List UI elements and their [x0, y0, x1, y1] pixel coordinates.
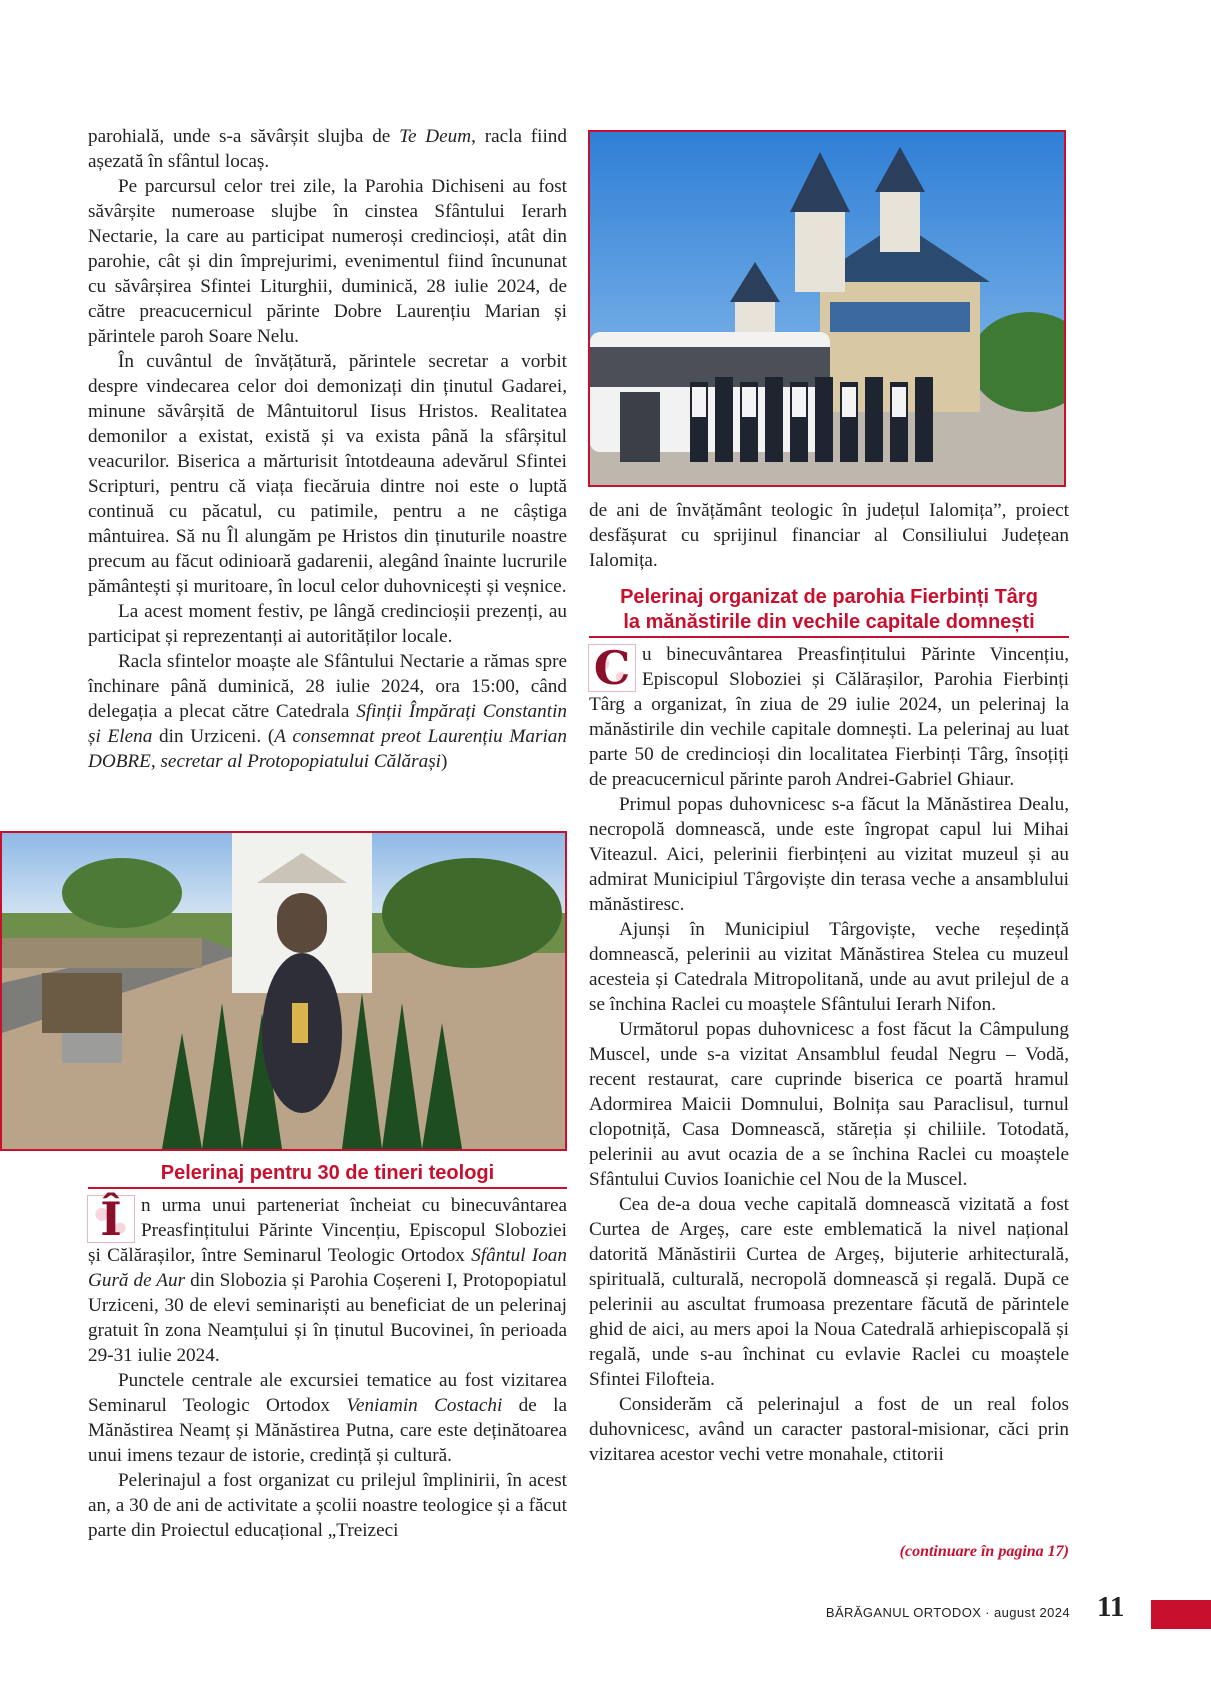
monastery-image — [590, 132, 1064, 485]
paragraph: Următorul popas duhovnicesc a fost făcut la Câmpulung Muscel, unde s-a vizitat Ansamblul feudal Negru – Vodă, recent restaurat, care cuprinde biserica ce poartă hramul Adormirea Maicii Domnului, Bolnița sau Paraclisul, turnul clopotniță, Casa Domnească, stăreția și chiliile. Totodată, pelerinii au avut ocazia de a se închina Raclei cu moaștele Sfântului Cuvios Ioanichie cel Nou de la Muscel. — [589, 1019, 1069, 1190]
heading-line: la mănăstirile din vechile capitale domnești — [623, 611, 1035, 633]
church-procession-photo — [0, 831, 567, 1151]
spacer — [589, 573, 1069, 585]
heading-underline — [589, 635, 1069, 638]
left-column — [88, 124, 567, 774]
paragraph: Racla sfintelor moaște ale Sfântului Nectarie a rămas spre închinare până duminică, 28 iulie 2024, ora 15:00, când delegația a plecat către Catedrala Sfinții Împărați Constantin și Elena din Urziceni. (A consemnat preot Laurențiu Marian DOBRE, secretar al Protopopiatului Călărași) — [88, 651, 567, 772]
paragraph: Î n urma unui parteneriat încheiat cu binecuvântarea Preasfințitului Părinte Vincențiu, Episcopul Sloboziei și Călărașilor, între Seminarul Teologic Ortodox Sfântul Ioan Gură de Aur din Slobozia și Parohia Coșereni I, Protopopiatul Urziceni, 30 de elevi seminariști au beneficiat de un pelerinaj gratuit în zona Neamțului și în ținutul Bucovinei, în perioada 29-31 iulie 2024. — [88, 1192, 567, 1366]
footer-publication: BĂRĂGANUL ORTODOX · august 2024 — [825, 1605, 1070, 1620]
paragraph: Considerăm că pelerinajul a fost de un real folos duhovnicesc, având un caracter pastoral-misionar, căci prin vizitarea acestor vechi vetre monahale, ctitorii — [589, 1394, 1069, 1465]
paragraph: C u binecuvântarea Preasfințitului Părinte Vincențiu, Episcopul Sloboziei și Călărașilor, Parohia Fierbinți Târg a organizat, în ziua de 29 iulie 2024, un pelerinaj la mănăstirile din vechile capitale domnești. La pelerinaj au luat parte 50 de credincioși din localitatea Fierbinți Târg, însoțiți de preacucernicul părinte paroh Andrei-Gabriel Ghiaur. — [589, 641, 1069, 790]
continued-note: (continuare în pagina 17) — [899, 1543, 1069, 1560]
page-number: 11 — [1097, 1591, 1125, 1623]
right-column — [589, 498, 1069, 1467]
monastery-group-photo — [588, 130, 1066, 487]
dropcap-initial: C — [588, 644, 636, 692]
paragraph: Primul popas duhovnicesc s-a făcut la Mănăstirea Dealu, necropolă domnească, unde este îngropat capul lui Mihai Viteazul. Aici, pelerinii fierbințeni au vizitat muzeul și au admirat Municipiul Târgoviște din terasa veche a ansamblului mănăstiresc. — [589, 794, 1069, 915]
article-heading — [589, 585, 1069, 635]
paragraph: La acest moment festiv, pe lângă credincioșii prezenți, au participat și reprezentanți ai autorităților locale. — [88, 601, 567, 647]
paragraph: Ajunși în Municipiul Târgoviște, veche reședință domnească, pelerinii au vizitat Mănăstirea Stelea cu muzeul acesteia și Catedrala Mitropolitană, unde au avut prilejul de a se închina Raclei cu moaștele Sfântului Ierarh Nifon. — [589, 919, 1069, 1015]
article-pelerinaj-teologi — [88, 1161, 567, 1543]
heading-underline — [88, 1186, 567, 1189]
heading-line: Pelerinaj organizat de parohia Fierbinți Târg — [620, 586, 1038, 608]
article-heading: Pelerinaj pentru 30 de tineri teologi — [160, 1162, 495, 1184]
paragraph: de ani de învățământ teologic în județul Ialomița”, proiect desfășurat cu sprijinul financiar al Consiliului Județean Ialomița. — [589, 500, 1069, 571]
footer-accent-bar — [1151, 1600, 1211, 1629]
paragraph: Pe parcursul celor trei zile, la Parohia Dichiseni au fost săvârșite numeroase slujbe în cinstea Sfântului Ierarh Nectarie, la care au participat numeroși credincioși, atât din parohie, cât și din împrejurimi, evenimentul fiind încununat cu săvârșirea Sfintei Liturghii, duminică, 28 iulie 2024, de către preacucernicul părinte Dobre Laurențiu Marian și părintele paroh Soare Nelu. — [88, 176, 567, 347]
paragraph: Punctele centrale ale excursiei tematice au fost vizitarea Seminarul Teologic Ortodox Veniamin Costachi de la Mănăstirea Neamț și Mănăstirea Putna, care este deținătoarea unui imens tezaur de istorie, credință și cultură. — [88, 1370, 567, 1466]
paragraph: parohială, unde s-a săvârșit slujba de Te Deum, racla fiind așezată în sfântul locaș. — [88, 126, 567, 172]
paragraph: Pelerinajul a fost organizat cu prilejul împlinirii, în acest an, a 30 de ani de activitate a școlii noastre teologice și a făcut parte din Proiectul educațional „Treizeci — [88, 1470, 567, 1541]
dropcap-initial: Î — [87, 1195, 135, 1243]
church-procession-image — [2, 833, 565, 1149]
author-signature: A consemnat preot Laurențiu Marian DOBRE, secretar al Protopopiatului Călărași — [88, 726, 567, 772]
paragraph: Cea de-a doua veche capitală domnească vizitată a fost Curtea de Argeș, care este emblematică la nivel național datorită Mănăstirii Curtea de Argeș, bijuterie arhitecturală, spirituală, culturală, necropolă domnească și regală. După ce pelerinii au ascultat frumoasa prezentare făcută de părintele ghid de aici, au mers apoi la Noua Catedrală arhiepiscopală și regală, unde s-au închinat cu evlavie Raclei cu moaștele Sfintei Filofteia. — [589, 1194, 1069, 1390]
paragraph: În cuvântul de învățătură, părintele secretar a vorbit despre vindecarea celor doi demonizați din ținutul Gadarei, minune săvârșită de Mântuitorul Iisus Hristos. Realitatea demonilor a existat, există și va exista până la sfârșitul veacurilor. Biserica a mărturisit întotdeauna adevărul Sfintei Scripturi, pentru că viața fiecăruia dintre noi este o luptă continuă cu păcatul, cu patimile, pentru a ne câștiga mântuirea. Să nu Îl alungăm pe Hristos din ținuturile noastre precum au făcut odinioară gadarenii, alegând înainte lucrurile pământești și muritoare, în locul celor duhovnicești și veșnice. — [88, 351, 567, 597]
